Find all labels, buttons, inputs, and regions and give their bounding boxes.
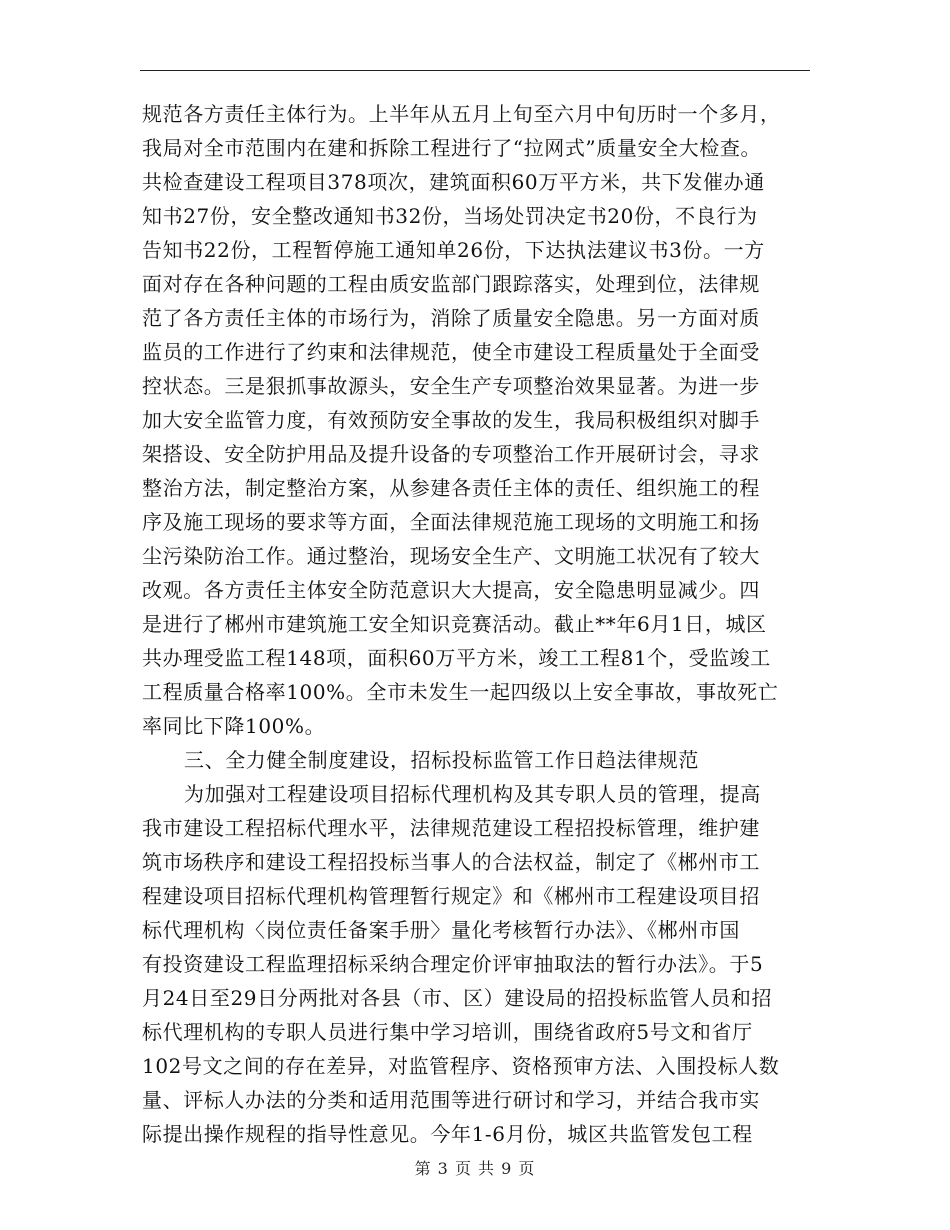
paragraph-line: 范了各方责任主体的市场行为，消除了质量安全隐患。另一方面对质 (142, 306, 760, 330)
paragraph-line: 际提出操作规程的指导性意见。今年1-6月份，城区共监管发包工程 (142, 1122, 753, 1146)
paragraph-line: 工程质量合格率100%。全市未发生一起四级以上安全事故，事故死亡 (142, 680, 779, 704)
paragraph-line: 我市建设工程招标代理水平，法律规范建设工程招投标管理，维护建 (142, 816, 760, 840)
paragraph-line: 架搭设、安全防护用品及提升设备的专项整治工作开展研讨会，寻求 (142, 442, 760, 466)
section-heading: 三、全力健全制度建设，招标投标监管工作日趋法律规范 (184, 748, 699, 772)
paragraph-line: 我局对全市范围内在建和拆除工程进行了“拉网式”质量安全大检查。 (142, 136, 762, 160)
paragraph-line: 整治方法，制定整治方案，从参建各责任主体的责任、组织施工的程 (142, 476, 760, 500)
header-rule (140, 70, 810, 71)
paragraph-line: 尘污染防治工作。通过整治，现场安全生产、文明施工状况有了较大 (142, 544, 760, 568)
document-body (142, 97, 812, 1151)
paragraph-line: 改观。各方责任主体安全防范意识大大提高，安全隐患明显减少。四 (142, 578, 760, 602)
paragraph-line: 控状态。三是狠抓事故源头，安全生产专项整治效果显著。为进一步 (142, 374, 760, 398)
paragraph-line: 102号文之间的存在差异，对监管程序、资格预审方法、入围投标人数 (142, 1054, 780, 1078)
paragraph-line: 监员的工作进行了约束和法律规范，使全市建设工程质量处于全面受 (142, 340, 760, 364)
paragraph-line: 月24日至29日分两批对各县（市、区）建设局的招投标监管人员和招 (142, 986, 773, 1010)
page-footer: 第 3 页 共 9 页 (414, 1159, 536, 1178)
paragraph-line: 是进行了郴州市建筑施工安全知识竞赛活动。截止**年6月1日，城区 (142, 612, 767, 636)
paragraph-line: 共办理受监工程148项，面积60万平方米，竣工工程81个，受监竣工 (142, 646, 771, 670)
paragraph-line: 筑市场秩序和建设工程招投标当事人的合法权益，制定了《郴州市工 (142, 850, 760, 874)
paragraph-line: 知书27份，安全整改通知书32份，当场处罚决定书20份，不良行为 (142, 204, 758, 228)
paragraph-line: 序及施工现场的要求等方面，全面法律规范施工现场的文明施工和扬 (142, 510, 760, 534)
paragraph-line: 量、评标人办法的分类和适用范围等进行研讨和学习，并结合我市实 (142, 1088, 760, 1112)
paragraph-line: 标代理机构〈岗位责任备案手册〉量化考核暂行办法》、《郴州市国 (142, 918, 740, 942)
paragraph-line: 有投资建设工程监理招标采纳合理定价评审抽取法的暂行办法》。于5 (142, 952, 764, 976)
paragraph-line: 加大安全监管力度，有效预防安全事故的发生，我局积极组织对脚手 (142, 408, 760, 432)
paragraph-line: 为加强对工程建设项目招标代理机构及其专职人员的管理，提高 (184, 782, 761, 806)
paragraph-line: 共检查建设工程项目378项次，建筑面积60万平方米，共下发催办通 (142, 170, 765, 194)
paragraph-line: 规范各方责任主体行为。上半年从五月上旬至六月中旬历时一个多月， (142, 102, 781, 126)
paragraph-line: 率同比下降100%。 (142, 714, 326, 738)
paragraph-line: 告知书22份，工程暂停施工通知单26份，下达执法建议书3份。一方 (142, 238, 765, 262)
paragraph-line: 面对存在各种问题的工程由质安监部门跟踪落实，处理到位，法律规 (142, 272, 760, 296)
paragraph-line: 标代理机构的专职人员进行集中学习培训，围绕省政府5号文和省厅 (142, 1020, 753, 1044)
paragraph-line: 程建设项目招标代理机构管理暂行规定》和《郴州市工程建设项目招 (142, 884, 760, 908)
